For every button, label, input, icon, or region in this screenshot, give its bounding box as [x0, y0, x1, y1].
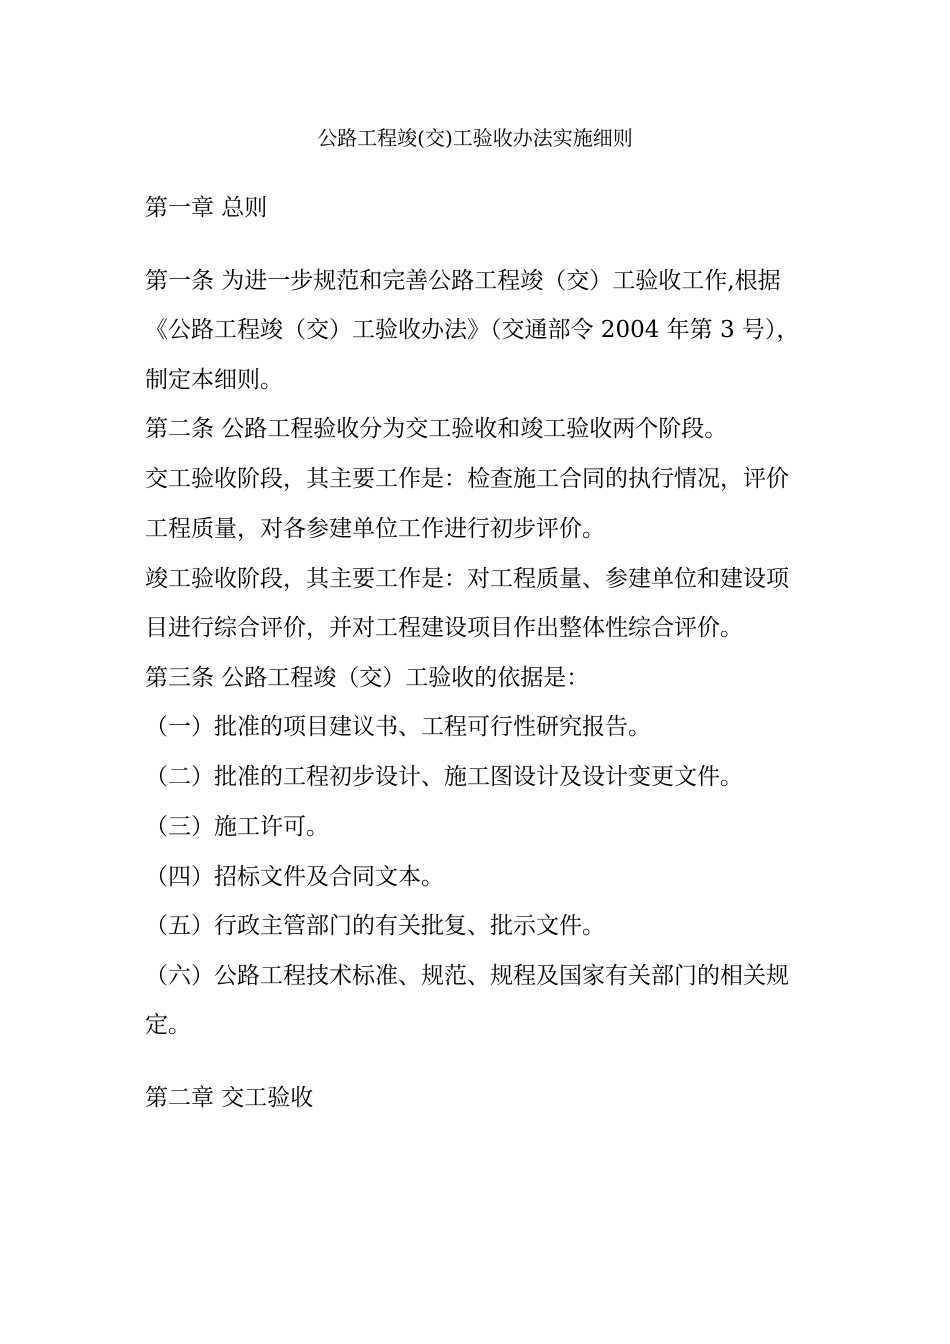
chapter-1-heading: 第一章 总则 [145, 195, 268, 221]
basis-item-2: （二）批准的工程初步设计、施工图设计及设计变更文件。 [145, 764, 743, 790]
handover-stage-line-2: 工程质量，对各参建单位工作进行初步评价。 [145, 516, 605, 542]
basis-item-1: （一）批准的项目建议书、工程可行性研究报告。 [145, 714, 651, 740]
document-title: 公路工程竣(交)工验收办法实施细则 [317, 126, 633, 150]
chapter-2-heading: 第二章 交工验收 [145, 1085, 314, 1111]
article-3-line-1: 第三条 公路工程竣（交）工验收的依据是： [145, 665, 590, 691]
basis-item-4: （四）招标文件及合同文本。 [145, 864, 444, 890]
completion-stage-line-1: 竣工验收阶段，其主要工作是：对工程质量、参建单位和建设项 [145, 566, 789, 592]
basis-item-6-line-2: 定。 [145, 1012, 191, 1038]
completion-stage-line-2: 目进行综合评价，并对工程建设项目作出整体性综合评价。 [145, 615, 743, 641]
handover-stage-line-1: 交工验收阶段，其主要工作是：检查施工合同的执行情况，评价 [145, 466, 789, 492]
article-2-line-1: 第二条 公路工程验收分为交工验收和竣工验收两个阶段。 [145, 416, 728, 442]
article-1-line-3: 制定本细则。 [145, 367, 283, 393]
article-1-line-1: 第一条 为进一步规范和完善公路工程竣（交）工验收工作,根据 [145, 268, 781, 294]
basis-item-6-line-1: （六）公路工程技术标准、规范、规程及国家有关部门的相关规 [145, 963, 789, 989]
basis-item-3: （三）施工许可。 [145, 814, 329, 840]
basis-item-5: （五）行政主管部门的有关批复、批示文件。 [145, 913, 605, 939]
article-1-line-2: 《公路工程竣（交）工验收办法》（交通部令 2004 年第 3 号）， [145, 317, 800, 343]
